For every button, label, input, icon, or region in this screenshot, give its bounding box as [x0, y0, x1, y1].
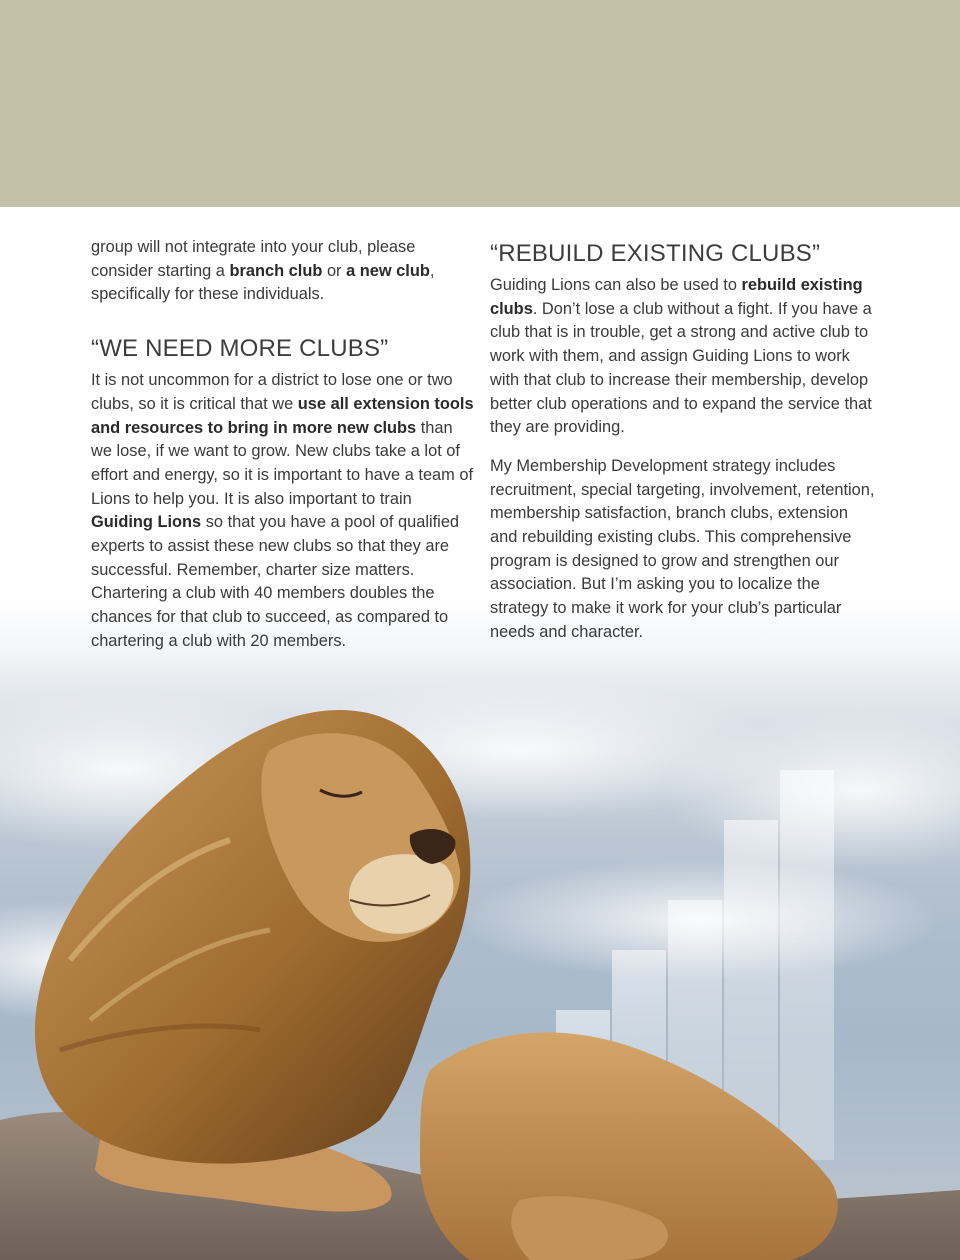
rebuild-clubs-paragraph: Guiding Lions can also be used to rebuild existing clubs. Don’t lose a club without a fight. If you have a club that is in trouble, get a strong and active club to work with them, and assign Guiding Lions to work with that club to increase their membership, develop better club operations and to expand the service that they are providing.: [490, 276, 872, 437]
growth-bar: [780, 770, 834, 1160]
lion-photo: [0, 600, 960, 1260]
left-column: [91, 236, 476, 654]
top-color-band: [0, 0, 960, 207]
need-more-clubs-paragraph: It is not uncommon for a district to lose one or two clubs, so it is critical that we use all extension tools and resources to bring in more new clubs than we lose, if we want to grow. New clubs take a lot of effort and energy, so it is important to have a team of Lions to help you. It is also important to train Guiding Lions so that you have a pool of qualified experts to assist these new clubs so that they are successful. Remember, charter size matters. Chartering a club with 40 members doubles the chances for that club to succeed, as compared to chartering a club with 20 members.: [91, 371, 474, 650]
heading-rebuild-existing-clubs: “REBUILD EXISTING CLUBS”: [490, 240, 821, 267]
rebuild-existing-clubs-emphasis: rebuild existing clubs: [490, 276, 863, 318]
extension-tools-emphasis: use all extension tools and resources to bring in more new clubs: [91, 394, 474, 437]
new-club-emphasis: a new club: [346, 261, 430, 280]
heading-need-more-clubs: “WE NEED MORE CLUBS”: [91, 335, 389, 363]
guiding-lions-emphasis: Guiding Lions: [91, 513, 202, 532]
membership-strategy-paragraph: My Membership Development strategy includes recruitment, special targeting, involvement, retention, membership satisfaction, branch clubs, extension and rebuilding existing clubs. This comprehensive program is designed to grow and strengthen our association. But I’m asking you to localize the strategy to make it work for your club’s particular needs and character.: [490, 456, 875, 641]
right-column: [490, 236, 875, 645]
branch-club-emphasis: branch club: [229, 261, 323, 280]
intro-paragraph: group will not integrate into your club, please consider starting a branch club or a new club, specifically for these individuals.: [91, 238, 435, 304]
lion-illustration: [0, 600, 960, 1260]
